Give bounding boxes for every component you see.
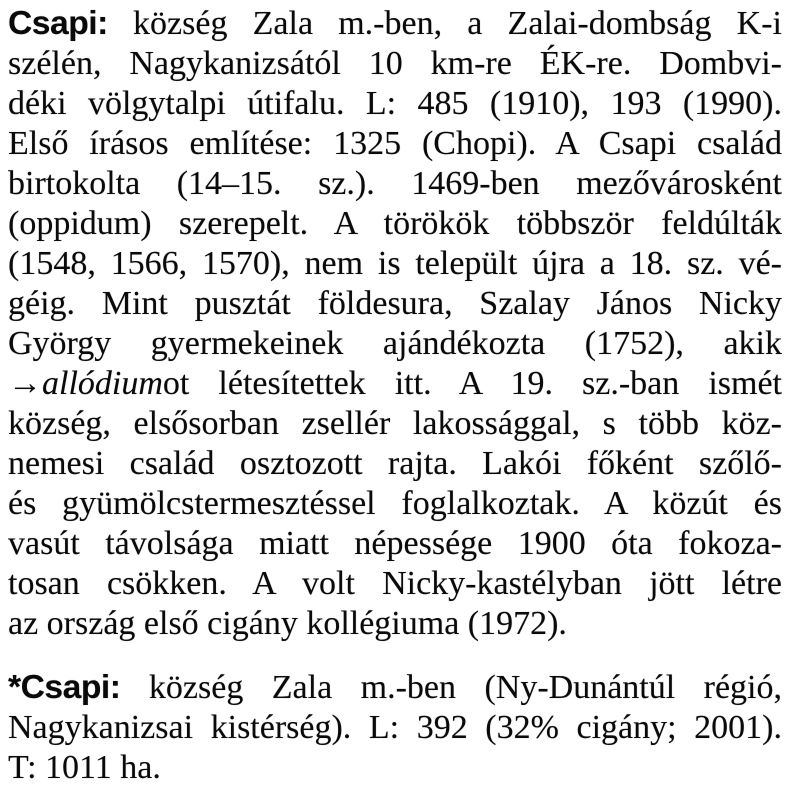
text-line — [8, 748, 782, 788]
text-run: és gyümölcstermesztéssel foglalkoztak. A közút és — [8, 485, 782, 522]
text-line — [8, 604, 782, 644]
entry-headword: Csapi: — [8, 5, 108, 42]
text-line — [8, 444, 782, 484]
text-line — [8, 708, 782, 748]
text-run: déki völgytalpi útifalu. L: 485 (1910), 193 (1990). — [8, 85, 782, 122]
text-line — [8, 324, 782, 364]
text-line — [8, 524, 782, 564]
text-run: ot létesítettek itt. A 19. sz.-ban ismét — [162, 365, 782, 402]
text-line — [8, 204, 782, 244]
text-line — [8, 484, 782, 524]
text-run: község Zala m.-ben (Ny-Dunántúl régió, — [120, 669, 782, 706]
entry-paragraph-1 — [8, 4, 782, 644]
text-run: község, elsősorban zsellér lakossággal, s több köz- — [8, 405, 782, 442]
text-line — [8, 4, 782, 44]
text-run: T: 1011 ha. — [8, 749, 161, 786]
text-run: birtokolta (14–15. sz.). 1469-ben mezővárosként — [8, 165, 782, 202]
text-line — [8, 124, 782, 164]
text-run: szélén, Nagykanizsától 10 km-re ÉK-re. Dombvi- — [8, 45, 782, 82]
text-line — [8, 284, 782, 324]
text-run: géig. Mint pusztát földesura, Szalay János Nicky — [8, 285, 782, 322]
entry-headword: *Csapi: — [8, 669, 121, 706]
text-run: (oppidum) szerepelt. A törökök többször feldúlták — [8, 205, 782, 242]
text-line — [8, 668, 782, 708]
text-run: Nagykanizsai kistérség). L: 392 (32% cigány; 2001). — [8, 709, 782, 746]
text-line — [8, 164, 782, 204]
text-run: György gyermekeinek ajándékozta (1752), akik — [8, 325, 782, 362]
text-run: nemesi család osztozott rajta. Lakói főként szőlő- — [8, 445, 782, 482]
text-run: Első írásos említése: 1325 (Chopi). A Csapi család — [8, 125, 782, 162]
text-line — [8, 404, 782, 444]
cross-reference-term: allódium — [42, 365, 163, 402]
text-line — [8, 564, 782, 604]
text-run: az ország első cigány kollégiuma (1972). — [8, 605, 567, 642]
text-run: község Zala m.-ben, a Zalai-dombság K-i — [107, 5, 782, 42]
text-line — [8, 84, 782, 124]
text-run: vasút távolsága miatt népessége 1900 óta fokoza- — [8, 525, 782, 562]
text-line — [8, 364, 782, 404]
cross-reference-arrow: → — [8, 365, 42, 402]
text-line — [8, 244, 782, 284]
text-line — [8, 44, 782, 84]
entry-paragraph-2 — [8, 668, 782, 788]
text-run: (1548, 1566, 1570), nem is települt újra a 18. sz. vé- — [8, 245, 782, 282]
text-run: tosan csökken. A volt Nicky-kastélyban jött létre — [8, 565, 782, 602]
